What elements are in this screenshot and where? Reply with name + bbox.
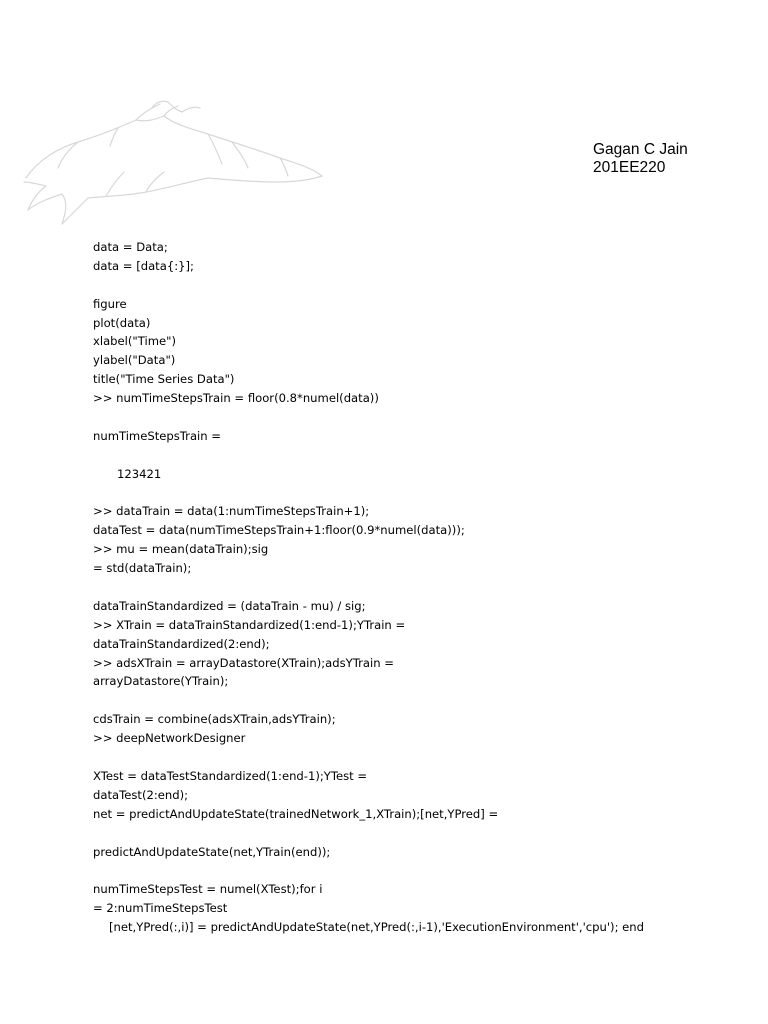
code-line: >> mu = mean(dataTrain);sig <box>93 542 269 557</box>
code-line: numTimeStepsTest = numel(XTest);for i <box>93 882 323 897</box>
code-line: XTest = dataTestStandardized(1:end-1);YTest = <box>93 768 368 783</box>
author-name: Gagan C Jain <box>593 141 688 158</box>
code-line: dataTrainStandardized = (dataTrain - mu) / sig; <box>93 598 366 613</box>
code-line: ylabel("Data") <box>93 353 176 368</box>
code-line: title("Time Series Data") <box>93 372 235 387</box>
code-line <box>93 824 644 843</box>
code-line: numTimeStepsTrain = <box>93 428 222 443</box>
code-line <box>93 276 644 295</box>
code-line: data = [data{:}]; <box>93 258 194 273</box>
code-listing <box>93 238 644 937</box>
code-line: figure <box>93 296 127 311</box>
code-line: >> deepNetworkDesigner <box>93 731 246 746</box>
code-line <box>93 484 644 503</box>
code-line <box>93 408 644 427</box>
code-line: cdsTrain = combine(adsXTrain,adsYTrain); <box>93 712 336 727</box>
code-line: data = Data; <box>93 240 168 254</box>
code-line: = 2:numTimeStepsTest <box>93 901 228 916</box>
code-line <box>93 446 644 465</box>
code-line: >> adsXTrain = arrayDatastore(XTrain);adsYTrain = <box>93 655 394 670</box>
faint-lizard-sketch-icon <box>18 98 328 228</box>
code-line: dataTest = data(numTimeStepsTrain+1:floor(0.9*numel(data))); <box>93 523 465 538</box>
code-line: net = predictAndUpdateState(trainedNetwork_1,XTrain);[net,YPred] = <box>93 806 499 821</box>
code-line <box>93 691 644 710</box>
code-output-value: 123421 <box>117 466 162 481</box>
author-block <box>593 141 688 177</box>
code-line: dataTest(2:end); <box>93 787 189 802</box>
code-line: = std(dataTrain); <box>93 561 192 576</box>
code-line: plot(data) <box>93 315 151 330</box>
code-line: xlabel("Time") <box>93 334 176 349</box>
code-line: >> dataTrain = data(1:numTimeStepsTrain+1); <box>93 504 370 519</box>
code-line: arrayDatastore(YTrain); <box>93 674 229 689</box>
code-line: dataTrainStandardized(2:end); <box>93 636 270 651</box>
author-roll-number: 201EE220 <box>593 159 666 176</box>
code-line: >> XTrain = dataTrainStandardized(1:end-1);YTrain = <box>93 617 406 632</box>
code-line <box>93 578 644 597</box>
code-line <box>93 861 644 880</box>
code-line: >> numTimeStepsTrain = floor(0.8*numel(data)) <box>93 391 379 406</box>
code-line: [net,YPred(:,i)] = predictAndUpdateState(net,YPred(:,i-1),'ExecutionEnvironment','cpu'); end <box>109 920 644 935</box>
code-line <box>93 748 644 767</box>
code-line: predictAndUpdateState(net,YTrain(end)); <box>93 844 331 859</box>
